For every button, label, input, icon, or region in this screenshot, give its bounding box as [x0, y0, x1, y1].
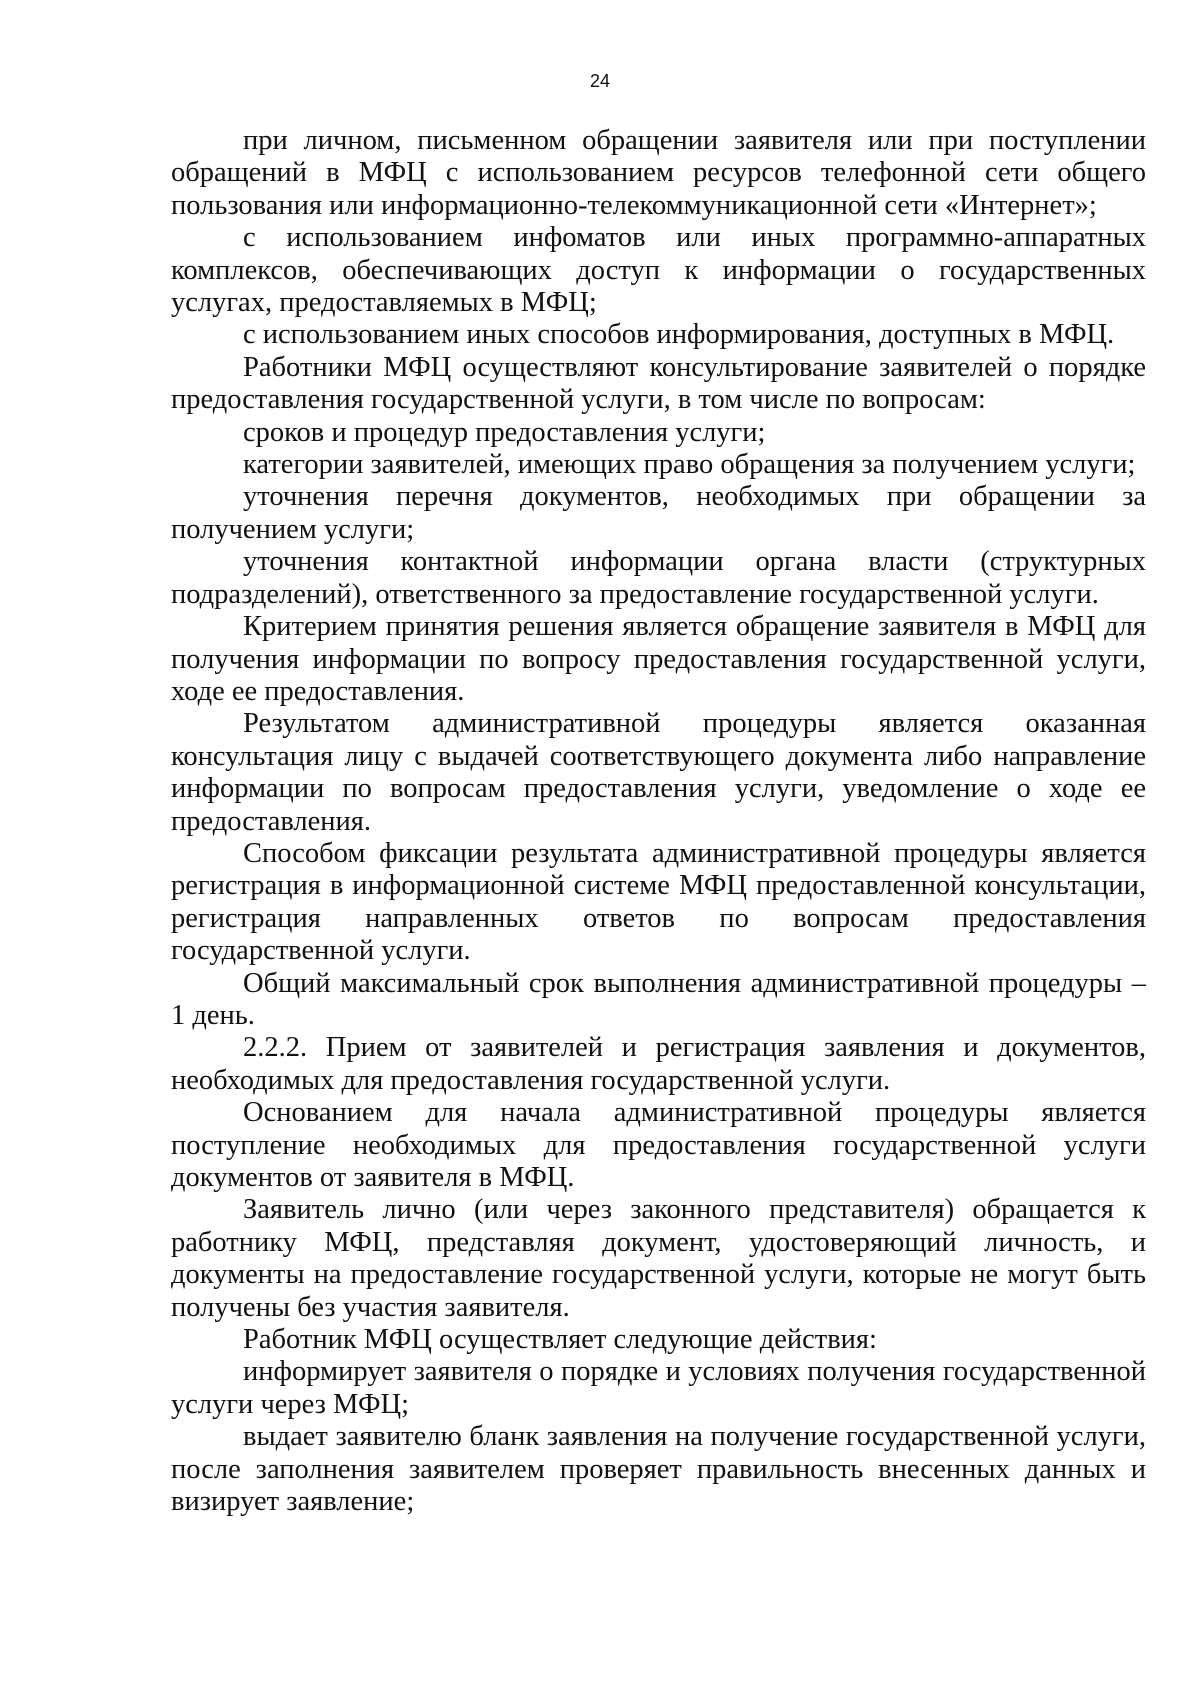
- paragraph: Критерием принятия решения является обращение заявителя в МФЦ для получения информации по вопросу предоставления государственной услуги, ходе ее предоставления.: [171, 611, 1146, 707]
- paragraph: Общий максимальный срок выполнения административной процедуры – 1 день.: [171, 967, 1146, 1031]
- paragraph: информирует заявителя о порядке и условиях получения государственной услуги через МФЦ;: [171, 1356, 1146, 1420]
- paragraph: выдает заявителю бланк заявления на получение государственной услуги, после заполнения заявителем проверяет правильность внесенных данных и визирует заявление;: [171, 1421, 1146, 1518]
- document-body: [171, 125, 1146, 1518]
- paragraph: сроков и процедур предоставления услуги;: [243, 416, 766, 448]
- paragraph: Работники МФЦ осуществляют консультирование заявителей о порядке предоставления государственной услуги, в том числе по вопросам:: [171, 351, 1146, 416]
- paragraph: уточнения перечня документов, необходимых при обращении за получением услуги;: [171, 481, 1146, 545]
- paragraph: Способом фиксации результата административной процедуры является регистрация в информационной системе МФЦ предоставленной консультации, регистрация направленных ответов по вопросам предоставления государственной услуги.: [171, 837, 1146, 967]
- paragraph: с использованием иных способов информирования, доступных в МФЦ.: [243, 319, 1115, 351]
- paragraph: 2.2.2. Прием от заявителей и регистрация заявления и документов, необходимых для предоставления государственной услуги.: [171, 1032, 1146, 1096]
- paragraph: уточнения контактной информации органа власти (структурных подразделений), ответственного за предоставление государственной услуги.: [171, 546, 1146, 610]
- paragraph: категории заявителей, имеющих право обращения за получением услуги;: [243, 449, 1136, 481]
- paragraph: с использованием инфоматов или иных программно-аппаратных комплексов, обеспечивающих доступ к информации о государственных услугах, предоставляемых в МФЦ;: [171, 222, 1146, 319]
- paragraph: Результатом административной процедуры является оказанная консультация лицу с выдачей соответствующего документа либо направление информации по вопросам предоставления услуги, уведомление о ходе ее предоставления.: [171, 708, 1146, 837]
- page-number: 24: [589, 71, 611, 91]
- paragraph: Основанием для начала административной процедуры является поступление необходимых для предоставления государственной услуги документов от заявителя в МФЦ.: [171, 1097, 1146, 1193]
- paragraph: при личном, письменном обращении заявителя или при поступлении обращений в МФЦ с использованием ресурсов телефонной сети общего пользования или информационно-телекоммуникационной сети «Интернет»;: [171, 125, 1146, 221]
- paragraph: Работник МФЦ осуществляет следующие действия:: [243, 1324, 877, 1356]
- paragraph: Заявитель лично (или через законного представителя) обращается к работнику МФЦ, представляя документ, удостоверяющий личность, и документы на предоставление государственной услуги, которые не могут быть получены без участия заявителя.: [171, 1194, 1146, 1323]
